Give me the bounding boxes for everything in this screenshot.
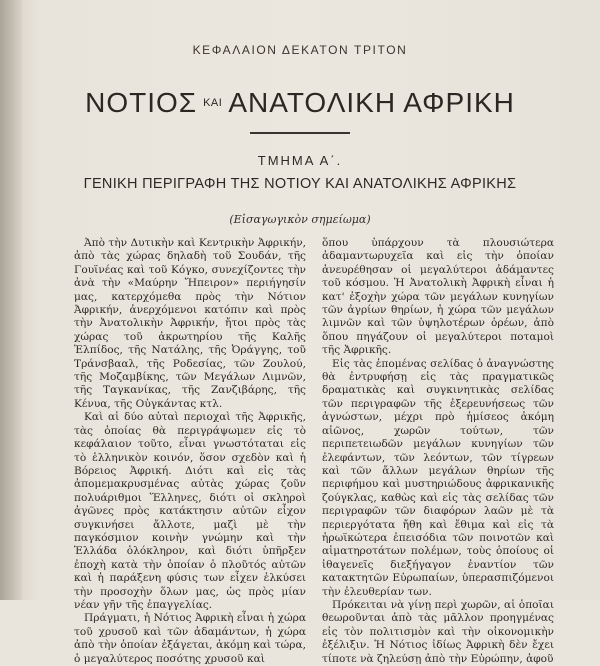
text-column-right <box>322 237 554 666</box>
chapter-title <box>0 88 600 120</box>
section-title: ΓΕΝΙΚΗ ΠΕΡΙΓΡΑΦΗ ΤΗΣ ΝΟΤΙΟΥ ΚΑΙ ΑΝΑΤΟΛΙΚΗΣ ΑΦΡΙΚΗΣ <box>83 176 517 192</box>
section-label: ΤΜΗΜΑ Α΄. <box>257 153 343 168</box>
paragraph: Πράγματι, ἡ Νότιος Ἀφρικὴ εἶναι ἡ χώρα τοῦ χρυσοῦ καὶ τῶν ἀδαμάντων, ἡ χώρα ἀπὸ τὴν ὁποίαν ἐξάγεται, ἀκόμη καὶ τώρα, ὁ μεγαλύτερος ποσότης χρυσοῦ καὶ <box>74 612 306 665</box>
title-part-1: ΝΟΤΙΟΣ <box>85 87 198 118</box>
paragraph: ὅπου ὑπάρχουν τὰ πλουσιώτερα ἀδαμαντωρυχεῖα καὶ εἰς τὴν ὁποίαν ἀνευρέθησαν οἱ μεγαλύτεροι ἀδάμαντες τοῦ κόσμου. Ἡ Ἀνατολικὴ Ἀφρικὴ εἶναι ἡ κατ' ἐξοχὴν χώρα τῶν μεγάλων κυνηγίων τῶν ἀγρίων θηρίων, ἡ χώρα τῶν μεγάλων λιμνῶν καὶ τῶν ὑψηλοτέρων ὀρέων, ἀπὸ ὅπου πηγάζουν οἱ μεγαλύτεροι ποταμοὶ τῆς Ἀφρικῆς. <box>322 237 554 357</box>
title-rule <box>250 132 350 134</box>
paragraph: Πρόκειται νὰ γίνῃ περὶ χωρῶν, αἱ ὁποῖαι θεωροῦνται ἀπὸ τὰς μᾶλλον προηγμένας εἰς τὸν πολιτισμὸν καὶ τὴν οἰκονομικὴν ἐξέλιξιν. Ἡ Νότιος ἰδίως Ἀφρικὴ δὲν ἔχει τίποτε νὰ ζηλεύσῃ ἀπὸ τὴν Εὐρώπην, ἀφοῦ <box>322 598 554 665</box>
text-column-left <box>74 237 306 666</box>
title-conjunction: ΚΑΙ <box>203 96 223 109</box>
paragraph: Εἰς τὰς ἑπομένας σελίδας ὁ ἀναγνώστης θὰ ἐντρυφήσῃ εἰς τὰς πραγματικῶς δραματικὰς καὶ συγκινητικὰς σελίδας τῶν περιγραφῶν τῆς ἐξερευνήσεως τῶν ἀγνώστων, μέχρι πρὸ ἡμίσεος ἀκόμη αἰῶνος, χωρῶν τούτων, τῶν περιπετειωδῶν μεγάλων κυνηγίων τῶν ἐλεφάντων, τῶν λεόντων, τῶν τίγρεων καὶ τῶν ἄλλων μεγάλων θηρίων τῆς περιφήμου καὶ μυστηριώδους ἀφρικανικῆς ζούγκλας, καθὼς καὶ εἰς τὰς σελίδας τῶν περιγραφῶν τῶν διαφόρων λαῶν μὲ τὰ περιεργότατα ἤθη καὶ ἔθιμα καὶ εἰς τὰ ἡρωϊκώτερα ἐπεισόδια τῶν ποινοτῶν καὶ αἱματηροτάτων πολέμων, τοὺς ὁποίους οἱ ἰθαγενεῖς διεξήγαγον ἐναντίον τῶν κατακτητῶν Εὐρωπαίων, ὑπερασπιζόμενοι τὴν ἐλευθερίαν των. <box>322 357 554 598</box>
title-part-2: ΑΝΑΤΟΛΙΚΗ ΑΦΡΙΚΗ <box>228 87 515 118</box>
paragraph: Ἀπὸ τὴν Δυτικὴν καὶ Κεντρικὴν Ἀφρικήν, ἀπὸ τὰς χώρας δηλαδὴ τοῦ Σουδάν, τῆς Γουϊνέας καὶ τοῦ Κόγκο, συνεχίζοντες τὴν ἀνὰ τὴν «Μαύρην Ἤπειρον» περιήγησίν μας, κατερχόμεθα πρὸς τὴν Νότιον Ἀφρικήν, ἀνερχόμενοι κατόπιν καὶ πρὸς τὴν Ἀνατολικὴν Ἀφρικήν, ἤτοι πρὸς τὰς χώρας τοῦ ἀκρωτηρίου τῆς Καλῆς Ἐλπίδος, τῆς Νατάλης, τῆς Ὀράγγης, τοῦ Τράνσβααλ, τῆς Ροδεσίας, τῶν Ζουλού, τῆς Μοζαμβίκης, τῶν Μεγάλων Λιμνῶν, τῆς Ταγκανίκας, τῆς Ζανζιβάρης, τῆς Κένυα, τῆς Οὐγκάντας κτλ. <box>74 237 306 410</box>
chapter-label: ΚΕΦΑΛΑΙΟΝ ΔΕΚΑΤΟΝ ΤΡΙΤΟΝ <box>192 43 408 57</box>
intro-note: (Εἰσαγωγικὸν σημείωμα) <box>229 213 371 226</box>
paragraph: Καὶ αἱ δύο αὐταὶ περιοχαὶ τῆς Ἀφρικῆς, τὰς ὁποίας θὰ περιγράψωμεν εἰς τὸ κεφάλαιον τοῦτο, εἶναι γνωστόταται εἰς τὸ ἑλληνικὸν κοινόν, ὅσον σχεδὸν καὶ ἡ Βόρειος Ἀφρική. Διότι καὶ εἰς τὰς ἀπομεμακρυσμένας αὐτὰς χώρας ζοῦν πολυάριθμοι Ἕλληνες, διότι οἱ σκληροὶ ἀγῶνες πρὸς κατάκτησιν αὐτῶν εἶχον συγκινήσει ἄλλοτε, μαζὶ μὲ τὴν παγκόσμιον κοινὴν γνώμην καὶ τὴν Ἑλλάδα ὁλόκληρον, καὶ διότι ὑπῆρξεν ἐποχὴ κατὰ τὴν ὁποίαν ὁ πλοῦτός αὐτῶν καὶ ἡ παράξενη φύσις των εἶχεν ἑλκύσει τὴν προσοχὴν ὅλων μας, ὡς πρὸς μίαν νέαν γῆν τῆς ἐπαγγελίας. <box>74 411 306 611</box>
